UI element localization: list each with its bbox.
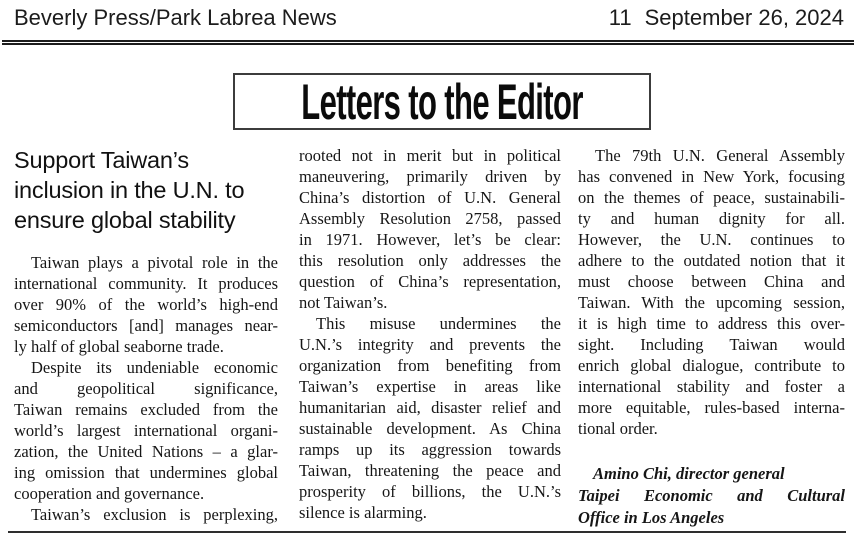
- article-columns: [14, 145, 845, 529]
- publication-title: Beverly Press/Park Labrea News: [14, 5, 337, 30]
- column-2-body: [299, 145, 561, 523]
- paragraph: [578, 145, 845, 439]
- text-line: sight. Including Taiwan would: [578, 335, 845, 354]
- text-line: Taiwan’s expertise in areas like: [299, 377, 561, 396]
- text-line: Taiwan plays a pivotal role in the: [31, 253, 278, 272]
- text-line: in 1971. However, let’s be clear:: [299, 230, 561, 249]
- text-line: Taipei Economic and Cultural: [578, 486, 845, 505]
- column-1: [14, 145, 278, 529]
- paragraph: [299, 145, 561, 313]
- text-line: prosperity of billions, the U.N.’s: [299, 482, 561, 501]
- text-line: over 90% of the world’s high-end: [14, 295, 278, 314]
- text-line: it is high time to address this over-: [578, 314, 845, 333]
- text-line: adhere to the outdated notion that it: [578, 251, 845, 270]
- text-line: cooperation and governance.: [14, 484, 205, 503]
- text-line: not Taiwan’s.: [299, 293, 388, 312]
- text-line: on the themes of peace, sustainabili-: [578, 188, 845, 207]
- section-title: Letters to the Editor: [301, 73, 583, 130]
- text-line: has convened in New York, focusing: [578, 167, 845, 186]
- issue-date: September 26, 2024: [644, 5, 844, 30]
- column-3: [578, 145, 845, 529]
- text-line: rooted not in merit but in political: [299, 146, 561, 165]
- text-line: ing omission that undermines global: [14, 463, 278, 482]
- text-line: Amino Chi, director general: [593, 464, 785, 483]
- paragraph: [578, 485, 845, 529]
- text-line: more equitable, rules-based interna-: [578, 398, 845, 417]
- text-line: U.N.’s integrity and prevents the: [299, 335, 561, 354]
- text-line: China’s distortion of U.N. General: [299, 188, 561, 207]
- text-line: zation, the United Nations – a glar-: [14, 442, 278, 461]
- masthead-divider: [2, 40, 854, 45]
- text-line: must choose between China and: [578, 272, 845, 291]
- paragraph: [299, 313, 561, 523]
- text-line: ramps up its aggression towards: [299, 440, 561, 459]
- paragraph: [14, 357, 278, 504]
- masthead: [14, 5, 844, 31]
- text-line: organization from benefiting from: [299, 356, 561, 375]
- text-line: maneuvering, primarily driven by: [299, 167, 561, 186]
- text-line: silence is alarming.: [299, 503, 427, 522]
- text-line: Assembly Resolution 2758, passed: [299, 209, 561, 228]
- headline-line: ensure global stability: [14, 207, 236, 233]
- text-line: sustainable development. As China: [299, 419, 561, 438]
- text-line: tional order.: [578, 419, 658, 438]
- headline: [14, 145, 278, 235]
- paragraph: [578, 463, 845, 485]
- text-line: ly half of global seaborne trade.: [14, 337, 224, 356]
- text-line: Taiwan remains excluded from the: [14, 400, 278, 419]
- signature: [578, 463, 845, 529]
- text-line: and geopolitical significance,: [14, 379, 278, 398]
- text-line: semiconductors [and] manages near-: [14, 316, 278, 335]
- page-number: 11: [608, 5, 632, 30]
- text-line: However, the U.N. continues to: [578, 230, 845, 249]
- text-line: world’s largest international organi-: [14, 421, 278, 440]
- masthead-right: [609, 5, 844, 31]
- column-2: [299, 145, 561, 529]
- text-line: question of China’s representation,: [299, 272, 561, 291]
- text-line: international community. It produces: [14, 274, 278, 293]
- paragraph: [14, 252, 278, 357]
- paragraph: [14, 504, 278, 525]
- column-3-body: [578, 145, 845, 439]
- section-title-box: [233, 73, 651, 130]
- text-line: Taiwan, threatening the peace and: [299, 461, 561, 480]
- text-line: international stability and foster a: [578, 377, 845, 396]
- column-1-body: [14, 252, 278, 525]
- text-line: Taiwan’s exclusion is perplexing,: [31, 505, 278, 524]
- text-line: humanitarian aid, disaster relief and: [299, 398, 561, 417]
- text-line: ty and human dignity for all.: [578, 209, 845, 228]
- headline-line: inclusion in the U.N. to: [14, 177, 245, 203]
- headline-line: Support Taiwan’s: [14, 147, 189, 173]
- text-line: this resolution only addresses the: [299, 251, 561, 270]
- text-line: The 79th U.N. General Assembly: [595, 146, 845, 165]
- bottom-divider: [8, 531, 846, 533]
- text-line: This misuse undermines the: [316, 314, 561, 333]
- text-line: Taiwan. With the upcoming session,: [578, 293, 845, 312]
- text-line: Despite its undeniable economic: [31, 358, 278, 377]
- text-line: enrich global dialogue, contribute to: [578, 356, 845, 375]
- text-line: Office in Los Angeles: [578, 508, 725, 527]
